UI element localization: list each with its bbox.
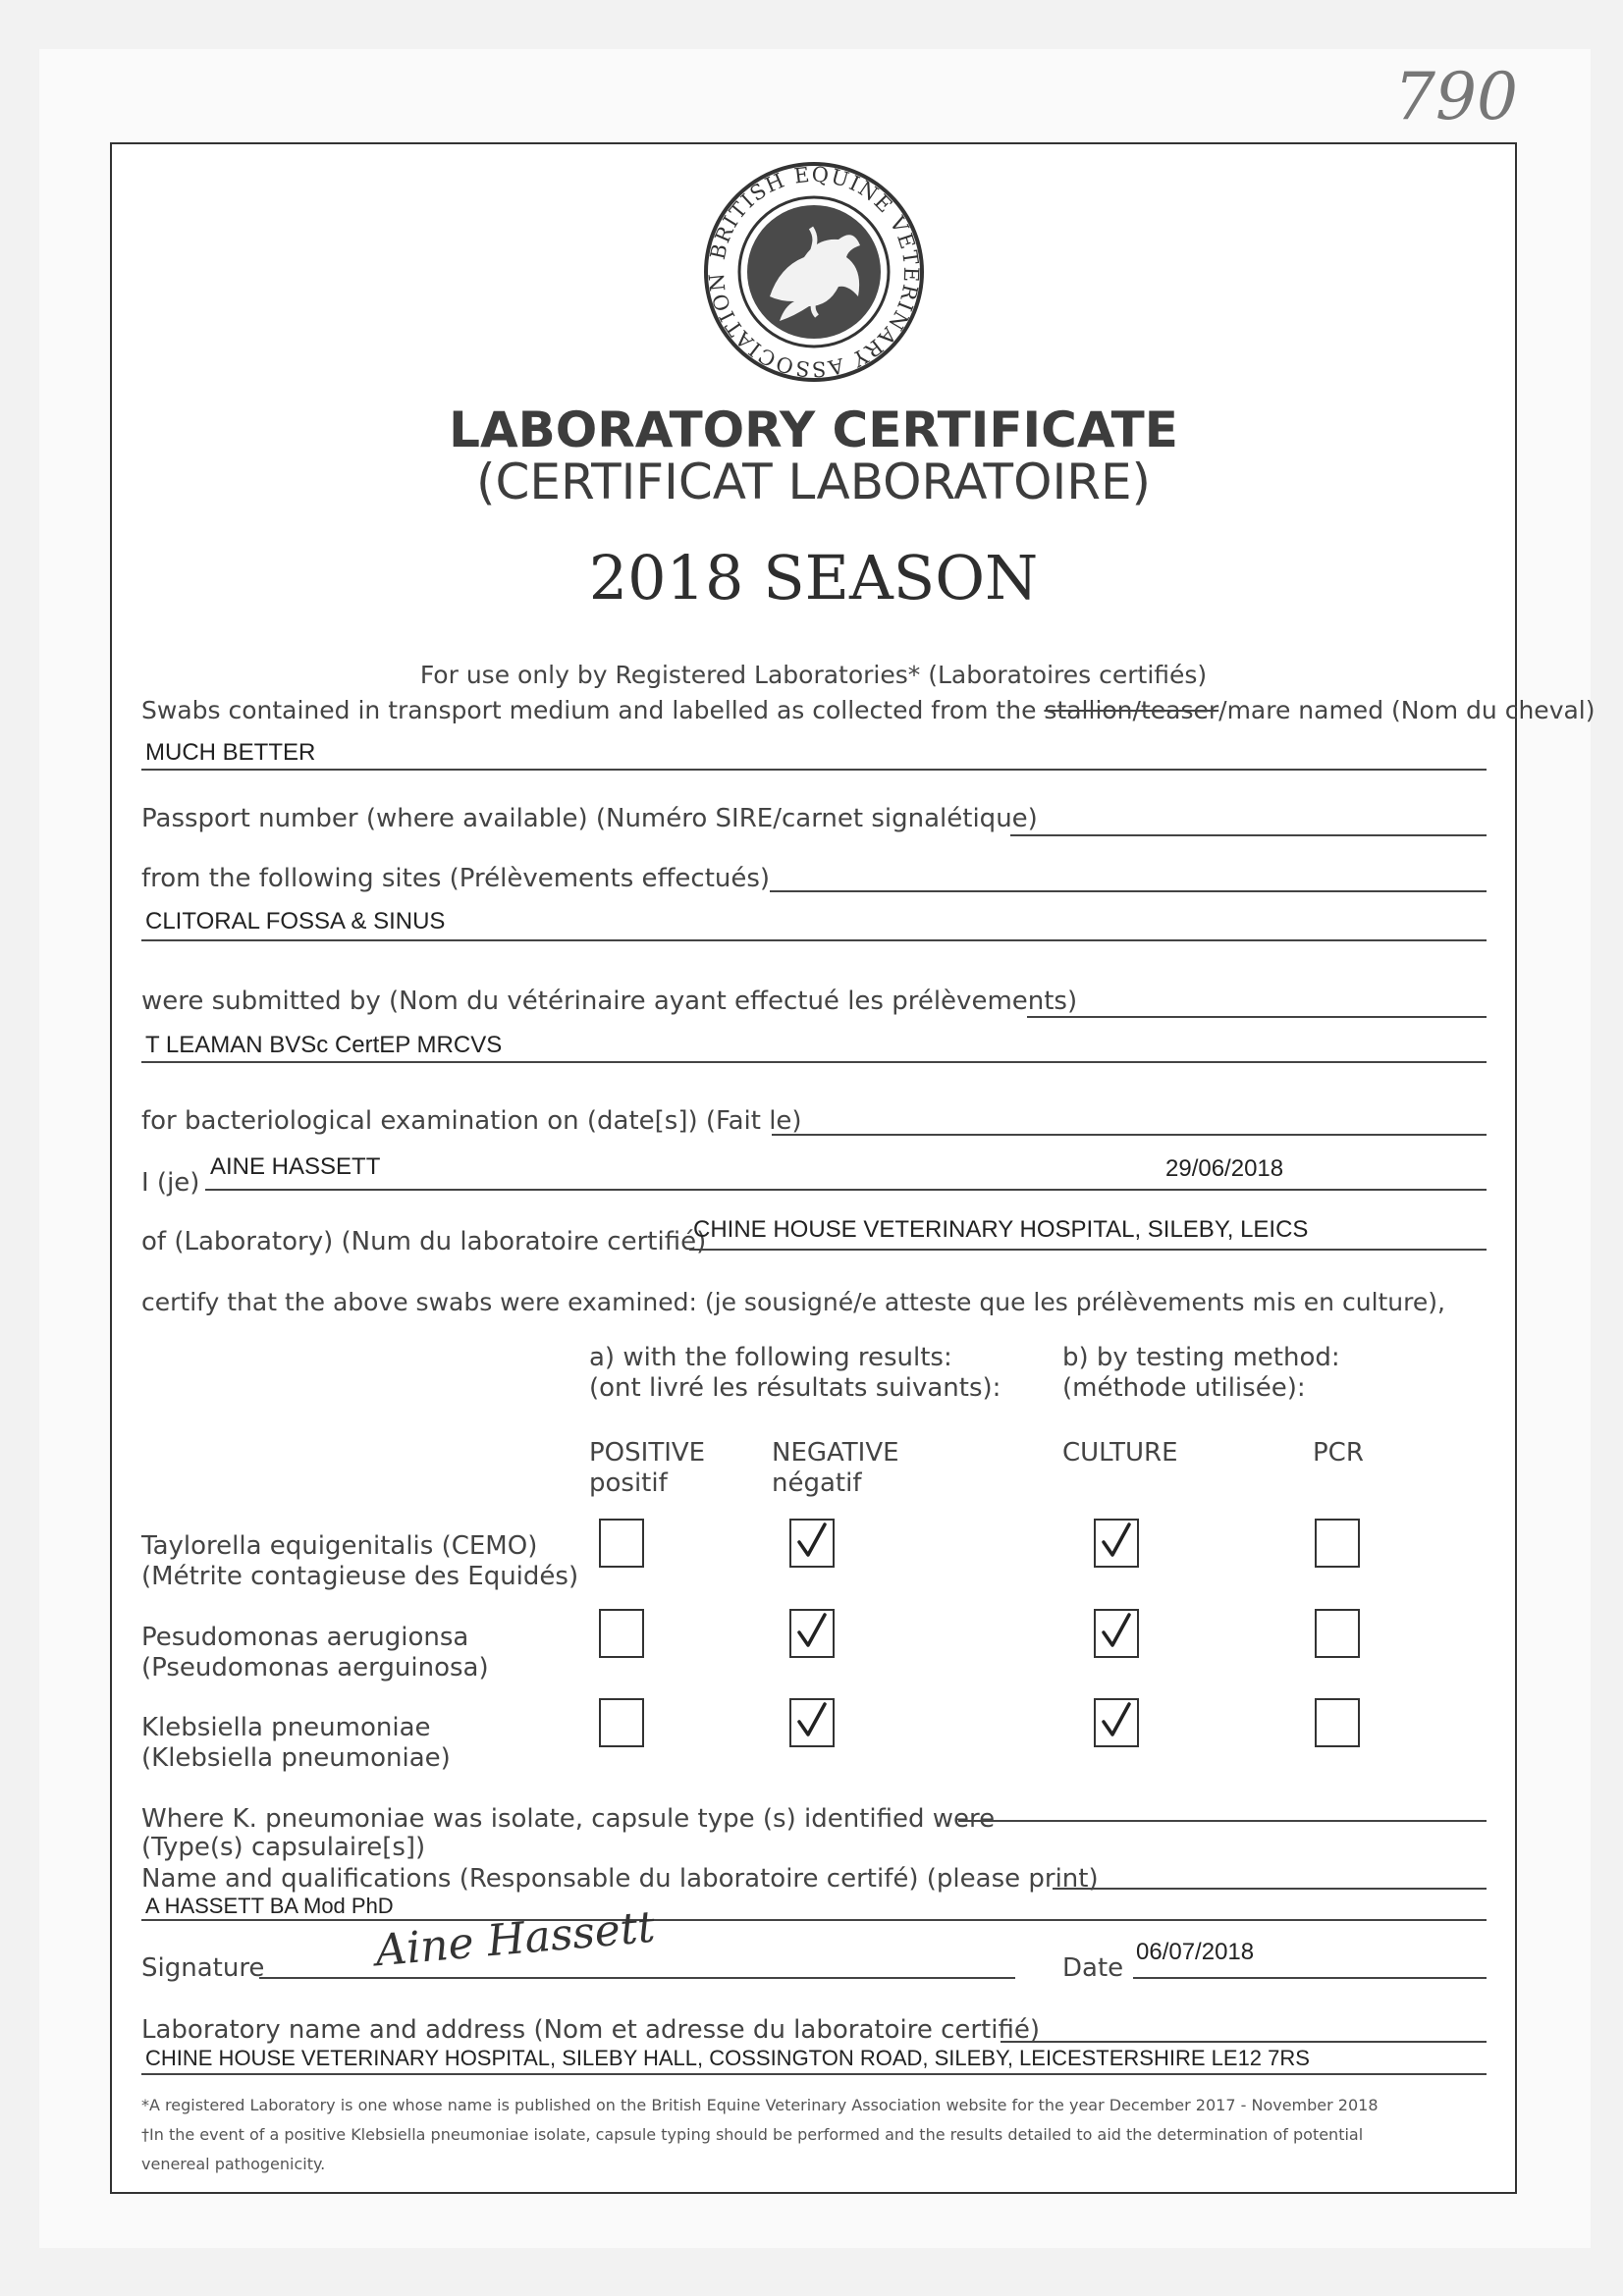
signature-label: Signature — [141, 1953, 265, 1983]
date-label: Date — [1062, 1953, 1124, 1983]
organism-name: Taylorella equigenitalis (CEMO) — [141, 1531, 538, 1561]
exam-date-value: 29/06/2018 — [1165, 1155, 1284, 1182]
col-positive-header: POSITIVE — [589, 1438, 706, 1468]
examiner-line — [205, 1189, 1487, 1191]
laboratory-value: CHINE HOUSE VETERINARY HOSPITAL, SILEBY, LEICS — [693, 1216, 1309, 1243]
checkmark-icon — [1100, 1522, 1133, 1562]
col-negative-header: NEGATIVE — [772, 1438, 899, 1468]
sites-value: CLITORAL FOSSA & SINUS — [145, 908, 446, 934]
organism-name: Klebsiella pneumoniae — [141, 1713, 431, 1742]
positive-checkbox[interactable] — [599, 1609, 644, 1658]
certificate-title: LABORATORY CERTIFICATE — [449, 401, 1178, 458]
col-positive-sub: positif — [589, 1468, 668, 1498]
lab-address-value: CHINE HOUSE VETERINARY HOSPITAL, SILEBY HALL, COSSINGTON ROAD, SILEBY, LEICESTERSHIRE LE12 7RS — [145, 2046, 1310, 2070]
organism-name-fr: (Pseudomonas aerguinosa) — [141, 1653, 489, 1682]
checkmark-icon — [795, 1613, 829, 1652]
passport-label: Passport number (where available) (Numéro SIRE/carnet signalétique) — [141, 804, 1038, 833]
organism-name-fr: (Klebsiella pneumoniae) — [141, 1743, 451, 1773]
laboratory-line — [689, 1249, 1487, 1251]
capsule-type-label-fr: (Type(s) capsulaire[s]) — [141, 1833, 426, 1862]
submitted-by-value: T LEAMAN BVSc CertEP MRCVS — [145, 1032, 503, 1058]
capsule-type-line — [958, 1820, 1487, 1822]
checkmark-icon — [1100, 1702, 1133, 1741]
name-qualifications-label-line — [1053, 1888, 1487, 1890]
footnote-registered-lab: *A registered Laboratory is one whose name is published on the British Equine Veterinary Association website for the year December 2017 - November 2018 — [141, 2096, 1379, 2114]
method-heading-line1: b) by testing method: — [1062, 1343, 1340, 1372]
checkmark-icon — [795, 1522, 829, 1562]
submitted-label-line — [1027, 1016, 1487, 1018]
swabs-statement: Swabs contained in transport medium and labelled as collected from the stallion/teaser/mare named (Nom du cheval) — [141, 696, 1596, 724]
checkmark-icon — [1100, 1613, 1133, 1652]
organism-name: Pesudomonas aerugionsa — [141, 1623, 469, 1652]
col-culture-header: CULTURE — [1062, 1438, 1178, 1468]
lab-address-label: Laboratory name and address (Nom et adresse du laboratoire certifié) — [141, 2015, 1040, 2045]
registered-labs-note: For use only by Registered Laboratories* (Laboratoires certifiés) — [419, 661, 1208, 689]
handwritten-page-number: 790 — [1394, 59, 1518, 134]
season-heading: 2018 SEASON — [588, 542, 1039, 614]
certificate-subtitle: (CERTIFICAT LABORATOIRE) — [475, 454, 1152, 510]
pcr-checkbox[interactable] — [1315, 1698, 1360, 1747]
culture-checkbox[interactable] — [1094, 1519, 1139, 1568]
beva-seal-logo — [701, 159, 927, 385]
culture-checkbox[interactable] — [1094, 1698, 1139, 1747]
svg-text:BRITISH EQUINE VETERINARY ASSO: BRITISH EQUINE VETERINARY ASSOCIATION — [704, 162, 924, 382]
horse-name-line — [141, 769, 1487, 771]
submitted-by-label: were submitted by (Nom du vétérinaire ayant effectué les prélèvements) — [141, 987, 1078, 1016]
date-value: 06/07/2018 — [1136, 1939, 1255, 1965]
exam-date-label-line — [772, 1134, 1487, 1136]
positive-checkbox[interactable] — [599, 1698, 644, 1747]
checkmark-icon — [795, 1702, 829, 1741]
col-negative-sub: négatif — [772, 1468, 862, 1498]
sites-label-line — [770, 890, 1487, 892]
method-heading-line2: (méthode utilisée): — [1062, 1373, 1306, 1403]
exam-date-label: for bacteriological examination on (date[s]) (Fait le) — [141, 1106, 802, 1136]
laboratory-label: of (Laboratory) (Num du laboratoire certifié) — [141, 1227, 707, 1256]
passport-line — [1010, 834, 1487, 836]
positive-checkbox[interactable] — [599, 1519, 644, 1568]
name-qualifications-label: Name and qualifications (Responsable du laboratoire certifé) (please print) — [141, 1864, 1099, 1894]
sites-value-line — [141, 939, 1487, 941]
footnote-klebsiella: †In the event of a positive Klebsiella pneumoniae isolate, capsule typing should be performed and the results detailed to aid the determination of potential — [141, 2125, 1364, 2144]
lab-address-line — [141, 2073, 1487, 2075]
culture-checkbox[interactable] — [1094, 1609, 1139, 1658]
col-pcr-header: PCR — [1313, 1438, 1364, 1468]
certificate-frame — [110, 142, 1596, 2194]
pcr-checkbox[interactable] — [1315, 1609, 1360, 1658]
negative-checkbox[interactable] — [789, 1519, 835, 1568]
horse-name-value: MUCH BETTER — [145, 739, 316, 766]
capsule-type-label: Where K. pneumoniae was isolate, capsule type (s) identified were — [141, 1804, 996, 1834]
organism-name-fr: (Métrite contagieuse des Equidés) — [141, 1562, 579, 1591]
name-qualifications-line — [141, 1919, 1487, 1921]
certify-statement: certify that the above swabs were examined: (je sousigné/e atteste que les prélèvements mis en culture), — [141, 1288, 1445, 1316]
sites-label: from the following sites (Prélèvements effectués) — [141, 864, 771, 893]
name-qualifications-value: A HASSETT BA Mod PhD — [145, 1894, 394, 1918]
signature-handwritten: Aine Hassett — [373, 1901, 658, 1977]
negative-checkbox[interactable] — [789, 1609, 835, 1658]
date-line — [1133, 1977, 1487, 1979]
i-je-label: I (je) — [141, 1168, 200, 1198]
results-heading-line1: a) with the following results: — [589, 1343, 952, 1372]
submitted-value-line — [141, 1061, 1487, 1063]
signature-line — [259, 1977, 1015, 1979]
examiner-name-value: AINE HASSETT — [210, 1153, 381, 1180]
footnote-klebsiella-cont: venereal pathogenicity. — [141, 2155, 326, 2173]
results-heading-line2: (ont livré les résultats suivants): — [589, 1373, 1001, 1403]
negative-checkbox[interactable] — [789, 1698, 835, 1747]
lab-address-label-line — [1001, 2041, 1487, 2043]
pcr-checkbox[interactable] — [1315, 1519, 1360, 1568]
